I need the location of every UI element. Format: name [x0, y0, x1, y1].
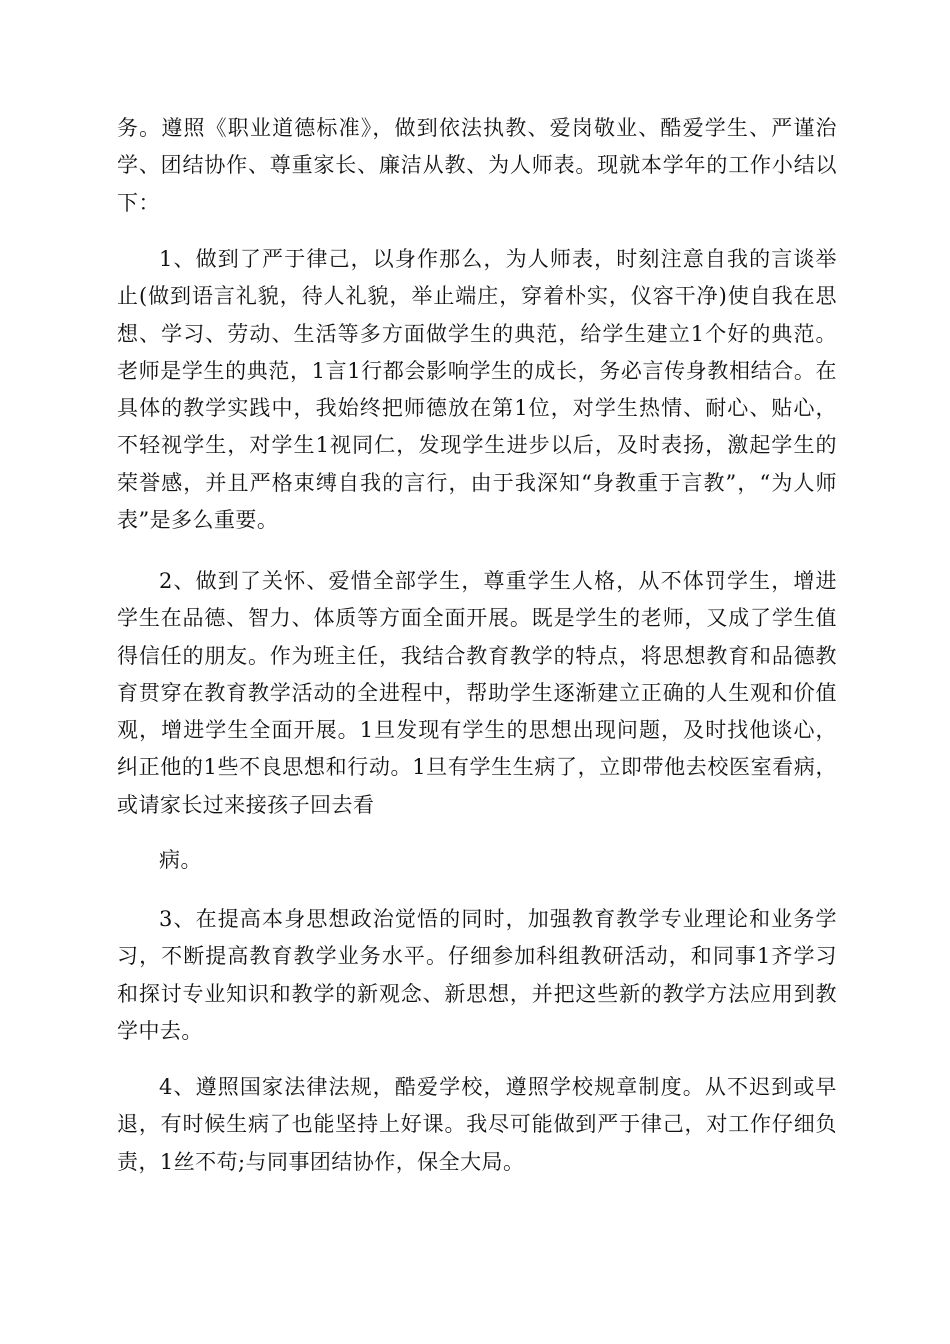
paragraph-point-2-tail: 病。 [159, 848, 202, 872]
paragraph-point-1: 1、做到了严于律己，以身作那么，为人师表，时刻注意自我的言谈举止(做到语言礼貌，待人礼貌，举止端庄，穿着朴实，仪容干净)使自我在思想、学习、劳动、生活等多方面做学生的典范，给学生建立1个好的典范。老师是学生的典范，1言1行都会影响学生的成长，务必言传身教相结合。在具体的教学实践中，我始终把师德放在第1位，对学生热情、耐心、贴心，不轻视学生，对学生1视同仁，发现学生进步以后，及时表扬，激起学生的荣誉感，并且严格束缚自我的言行，由于我深知“身教重于言教”，“为人师表”是多么重要。 [117, 247, 837, 533]
paragraph-point-2: 2、做到了关怀、爱惜全部学生，尊重学生人格，从不体罚学生，增进学生在品德、智力、体质等方面全面开展。既是学生的老师，又成了学生值得信任的朋友。作为班主任，我结合教育教学的特点，将思想教育和品德教育贯穿在教育教学活动的全进程中，帮助学生逐渐建立正确的人生观和价值观，增进学生全面开展。1旦发现有学生的思想出现问题，及时找他谈心，纠正他的1些不良思想和行动。1旦有学生生病了，立即带他去校医室看病，或请家长过来接孩子回去看 [117, 569, 837, 817]
paragraph-point-3: 3、在提高本身思想政治觉悟的同时，加强教育教学专业理论和业务学习，不断提高教育教学业务水平。仔细参加科组教研活动，和同事1齐学习和探讨专业知识和教学的新观念、新思想，并把这些新的教学方法应用到教学中去。 [117, 907, 837, 1043]
paragraph-intro-continued: 务。遵照《职业道德标准》，做到依法执教、爱岗敬业、酷爱学生、严谨治学、团结协作、尊重家长、廉洁从教、为人师表。现就本学年的工作小结以下： [117, 116, 837, 215]
paragraph-point-4: 4、遵照国家法律法规，酷爱学校，遵照学校规章制度。从不迟到或早退，有时候生病了也能坚持上好课。我尽可能做到严于律己，对工作仔细负责，1丝不苟;与同事团结协作，保全大局。 [117, 1075, 837, 1174]
